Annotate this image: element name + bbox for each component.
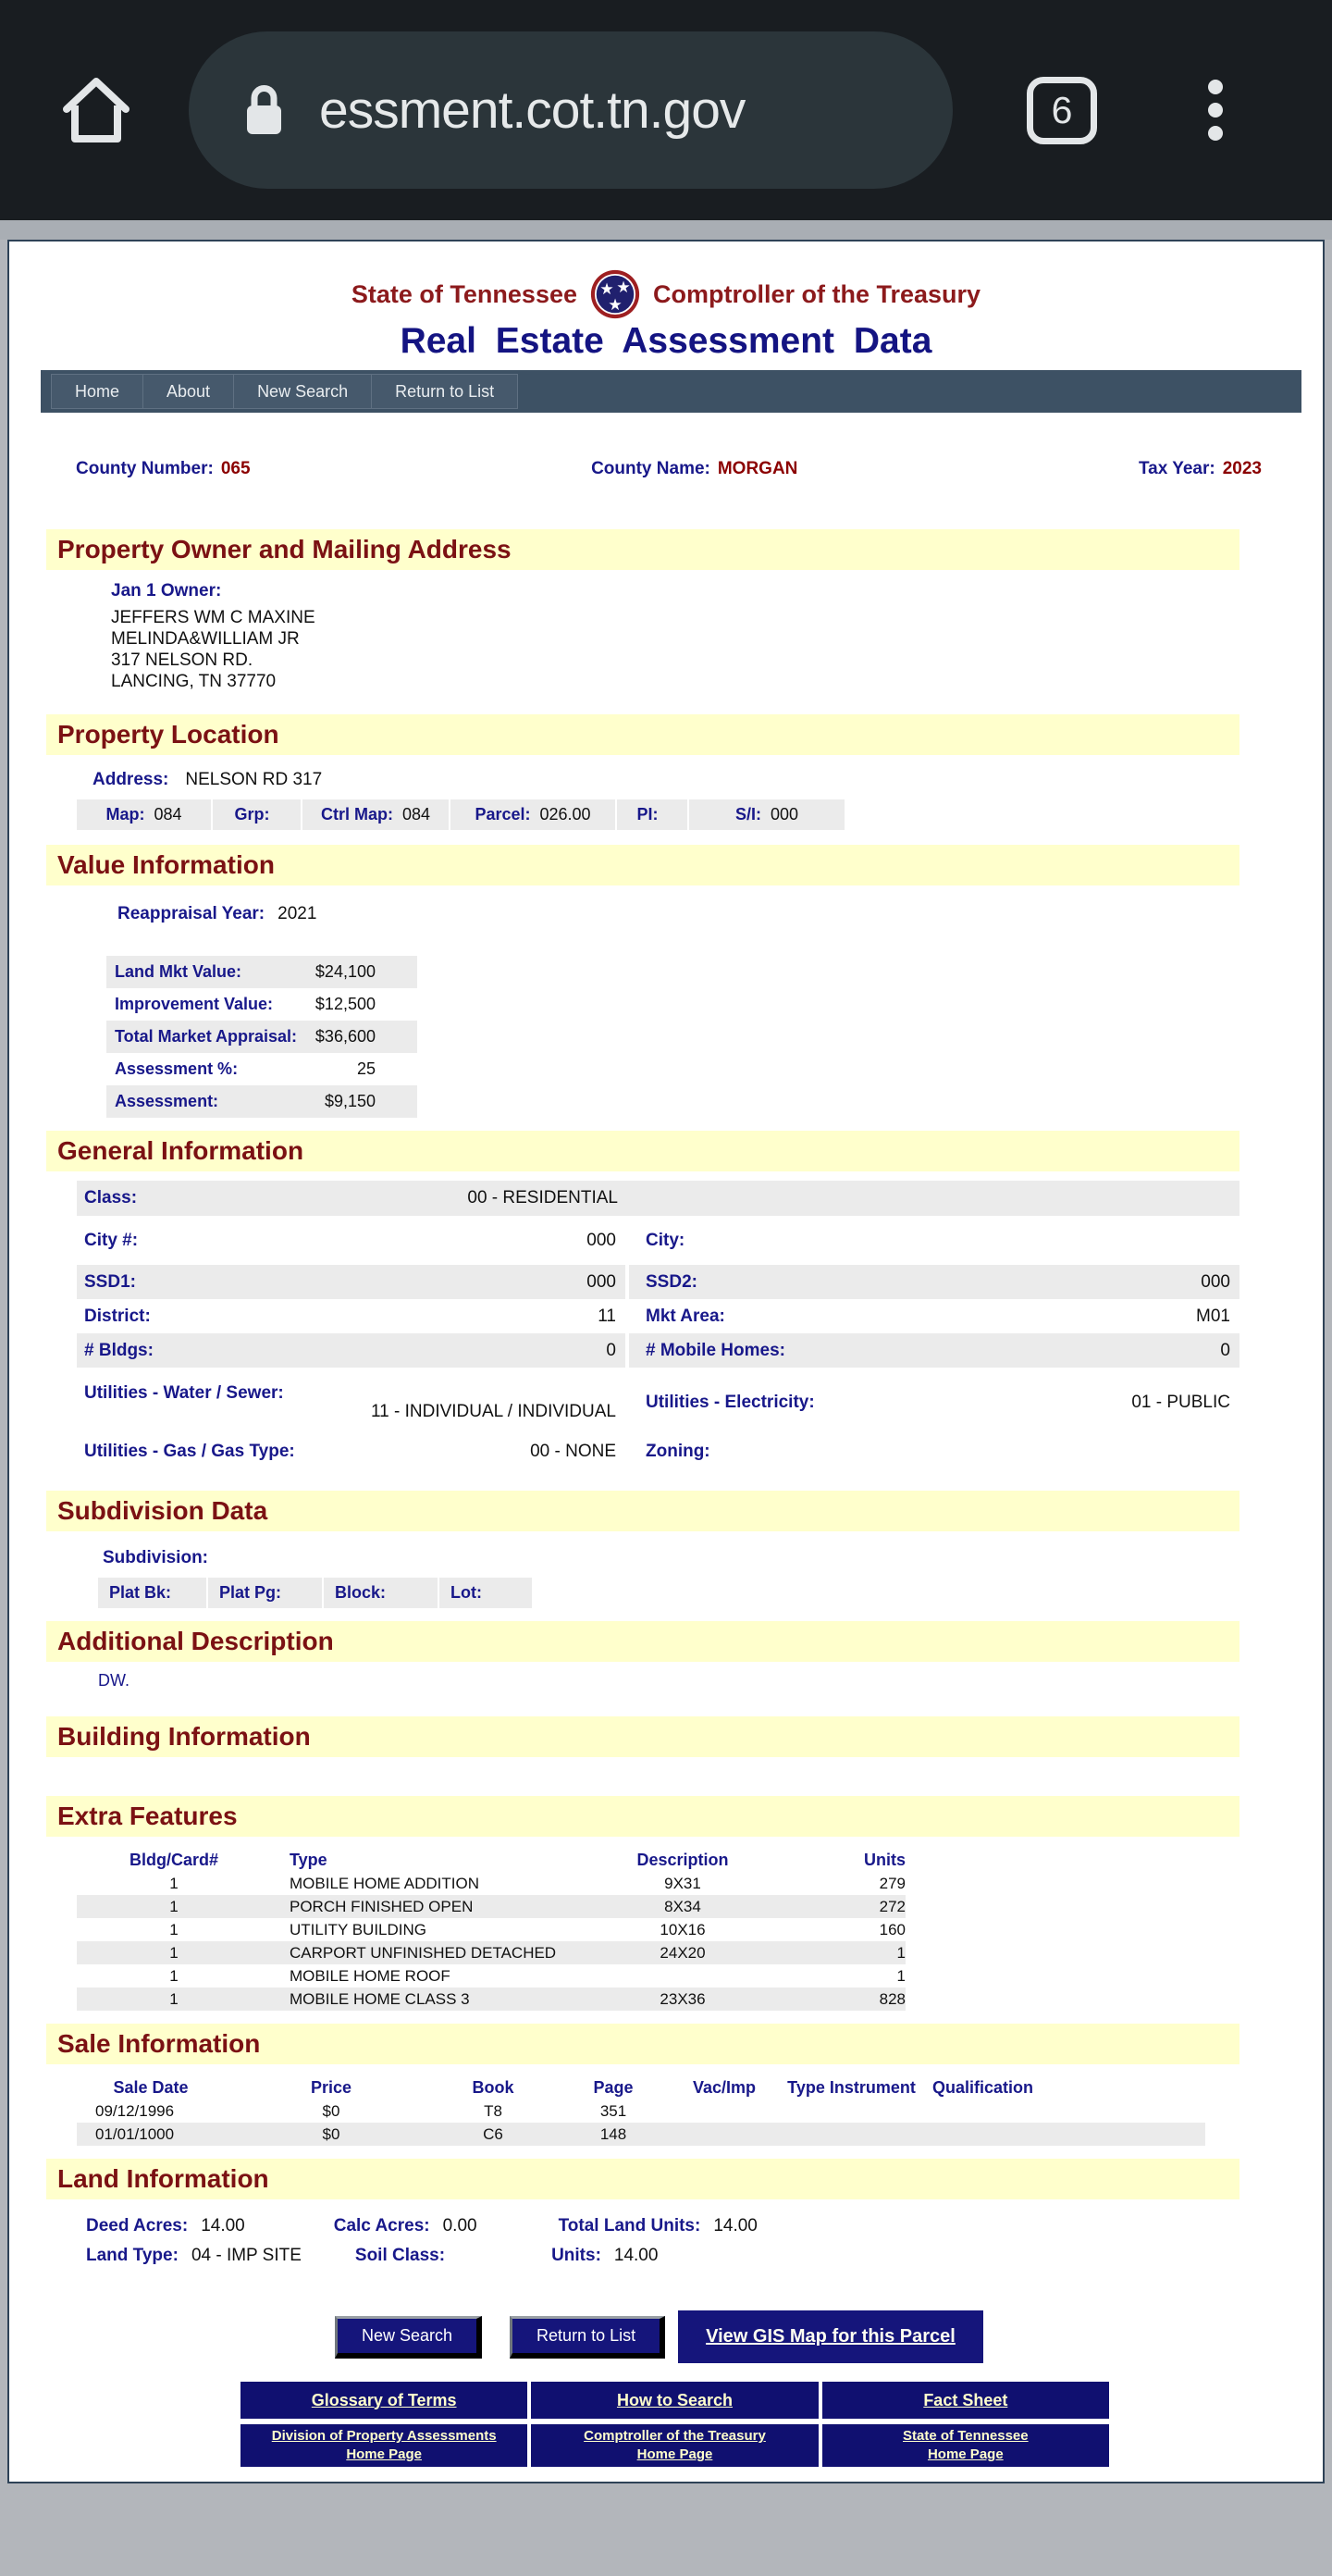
main-nav (41, 370, 1301, 413)
how-to-search-link[interactable]: How to Search (531, 2382, 818, 2419)
owner-line: JEFFERS WM C MAXINE (111, 608, 315, 627)
nav-item-new-search[interactable]: New Search (233, 374, 372, 409)
section-header-general: General Information (46, 1131, 1240, 1171)
section-header-subdivision: Subdivision Data (46, 1491, 1240, 1531)
glossary-link[interactable]: Glossary of Terms (240, 2382, 527, 2419)
subdivision-label: Subdivision: (103, 1548, 208, 1567)
general-row: District: 11 Mkt Area: M01 (84, 1306, 1230, 1326)
general-row: Utilities - Gas / Gas Type: 00 - NONE Zoning: (84, 1441, 710, 1461)
map-cell: Ctrl Map: 084 (302, 799, 450, 830)
nav-item-about[interactable]: About (142, 374, 234, 409)
value-row: Assessment: $9,150 (106, 1085, 417, 1118)
table-row: 1 MOBILE HOME ADDITION 9X31 279 (169, 1874, 906, 1892)
extra-features-header: Bldg/Card# Type Description Units (129, 1850, 906, 1869)
state-of-tennessee-label: State of Tennessee (351, 279, 577, 308)
value-row: Land Mkt Value: $24,100 (106, 956, 417, 988)
action-buttons (335, 2310, 1323, 2363)
tax-year: Tax Year: 2023 (1138, 459, 1262, 478)
owner-line: MELINDA&WILLIAM JR (111, 629, 300, 649)
footer-links (240, 2382, 1109, 2467)
extra-features-table (77, 1848, 906, 2011)
owner-line: LANCING, TN 37770 (111, 672, 277, 691)
section-header-additional: Additional Description (46, 1621, 1240, 1662)
comptroller-label: Comptroller of the Treasury (653, 279, 981, 308)
general-row: # Bldgs: 0 # Mobile Homes: 0 (77, 1333, 1240, 1368)
table-row: 1 MOBILE HOME CLASS 3 23X36 828 (77, 1988, 906, 2011)
viewport-gap (0, 220, 1332, 240)
section-header-sale: Sale Information (46, 2024, 1240, 2064)
section-header-land: Land Information (46, 2159, 1240, 2199)
section-header-value: Value Information (46, 845, 1240, 886)
general-row: City #: 000 City: (84, 1230, 685, 1250)
comptroller-home-link[interactable]: Comptroller of the Treasury Home Page (531, 2424, 818, 2467)
svg-text:★: ★ (608, 296, 623, 315)
tab-count: 6 (1051, 88, 1073, 131)
tab-counter-button[interactable] (1027, 77, 1097, 144)
table-row: 1 PORCH FINISHED OPEN 8X34 272 (77, 1895, 906, 1918)
table-row: 1 UTILITY BUILDING 10X16 160 (169, 1920, 906, 1938)
svg-text:★: ★ (616, 279, 631, 297)
value-row: Improvement Value: $12,500 (115, 995, 376, 1013)
jan1-owner-label: Jan 1 Owner: (111, 581, 222, 601)
url-text: essment.cot.tn.gov (319, 80, 746, 140)
map-cell: Grp: (213, 799, 302, 830)
view-gis-map-link[interactable]: View GIS Map for this Parcel (678, 2310, 983, 2363)
table-row: 09/12/1996 $0 T8 351 (95, 2101, 627, 2120)
general-row: Utilities - Water / Sewer: 11 - INDIVIDUAL / INDIVIDUAL Utilities - Electricity: 01 - PUBLIC (84, 1383, 1230, 1421)
fact-sheet-link[interactable]: Fact Sheet (822, 2382, 1109, 2419)
section-header-owner: Property Owner and Mailing Address (46, 529, 1240, 570)
owner-block (111, 581, 1323, 692)
tennessee-flag-icon (590, 269, 640, 319)
kebab-menu-icon[interactable] (1208, 80, 1223, 141)
nav-item-return-to-list[interactable]: Return to List (371, 374, 518, 409)
plat-strip (98, 1578, 532, 1608)
table-row: 1 CARPORT UNFINISHED DETACHED 24X20 1 (77, 1941, 906, 1964)
map-parcel-strip (77, 799, 845, 830)
browser-toolbar (0, 0, 1332, 220)
class-row: Class: 00 - RESIDENTIAL (77, 1181, 1240, 1216)
map-cell: PI: (617, 799, 689, 830)
plat-cell: Plat Pg: (208, 1578, 324, 1608)
svg-text:★: ★ (599, 280, 614, 298)
division-home-link[interactable]: Division of Property Assessments Home Page (240, 2424, 527, 2467)
url-bar[interactable] (189, 31, 953, 189)
general-info-table (77, 1181, 1240, 1468)
county-bar (9, 459, 1323, 479)
table-row: 01/01/1000 $0 C6 148 (77, 2123, 1205, 2146)
plat-cell: Block: (324, 1578, 439, 1608)
owner-line: 317 NELSON RD. (111, 650, 253, 670)
section-header-extra-features: Extra Features (46, 1796, 1240, 1837)
sale-header: Sale Date Price Book Page Vac/Imp Type Instrument Qualification (113, 2077, 1034, 2097)
table-row: 1 MOBILE HOME ROOF 1 (169, 1966, 906, 1985)
map-cell: S/I: 000 (734, 805, 799, 824)
nav-item-home[interactable]: Home (51, 374, 143, 409)
county-number: County Number: 065 (76, 459, 251, 478)
home-icon[interactable] (59, 70, 133, 150)
general-row: SSD1: 000 SSD2: 000 (77, 1265, 1240, 1299)
assessment-page (7, 240, 1325, 2483)
lock-icon (242, 82, 286, 138)
address-row: Address: NELSON RD 317 (92, 770, 323, 789)
site-header (9, 242, 1323, 362)
plat-cell: Lot: (450, 1583, 482, 1602)
county-name: County Name: MORGAN (591, 459, 798, 478)
sale-table (77, 2075, 1205, 2146)
page-title: Real Estate Assessment Data (400, 321, 932, 361)
new-search-button[interactable]: New Search (335, 2316, 482, 2359)
section-header-location: Property Location (46, 714, 1240, 755)
map-cell: Map: 084 (77, 799, 213, 830)
land-row: Deed Acres: 14.00 Calc Acres: 0.00 Total Land Units: 14.00 (86, 2216, 758, 2235)
value-table (106, 956, 417, 1118)
state-home-link[interactable]: State of Tennessee Home Page (822, 2424, 1109, 2467)
additional-description-text: DW. (98, 1671, 130, 1690)
plat-cell: Plat Bk: (98, 1578, 208, 1608)
reappraisal-row: Reappraisal Year: 2021 (117, 904, 317, 923)
map-cell: Parcel: 026.00 (450, 799, 617, 830)
value-row: Assessment %: 25 (115, 1059, 376, 1078)
section-header-building: Building Information (46, 1716, 1240, 1757)
return-to-list-button[interactable]: Return to List (510, 2316, 665, 2359)
value-row: Total Market Appraisal: $36,600 (106, 1021, 417, 1053)
land-row: Land Type: 04 - IMP SITE Soil Class: Units: 14.00 (86, 2246, 659, 2265)
